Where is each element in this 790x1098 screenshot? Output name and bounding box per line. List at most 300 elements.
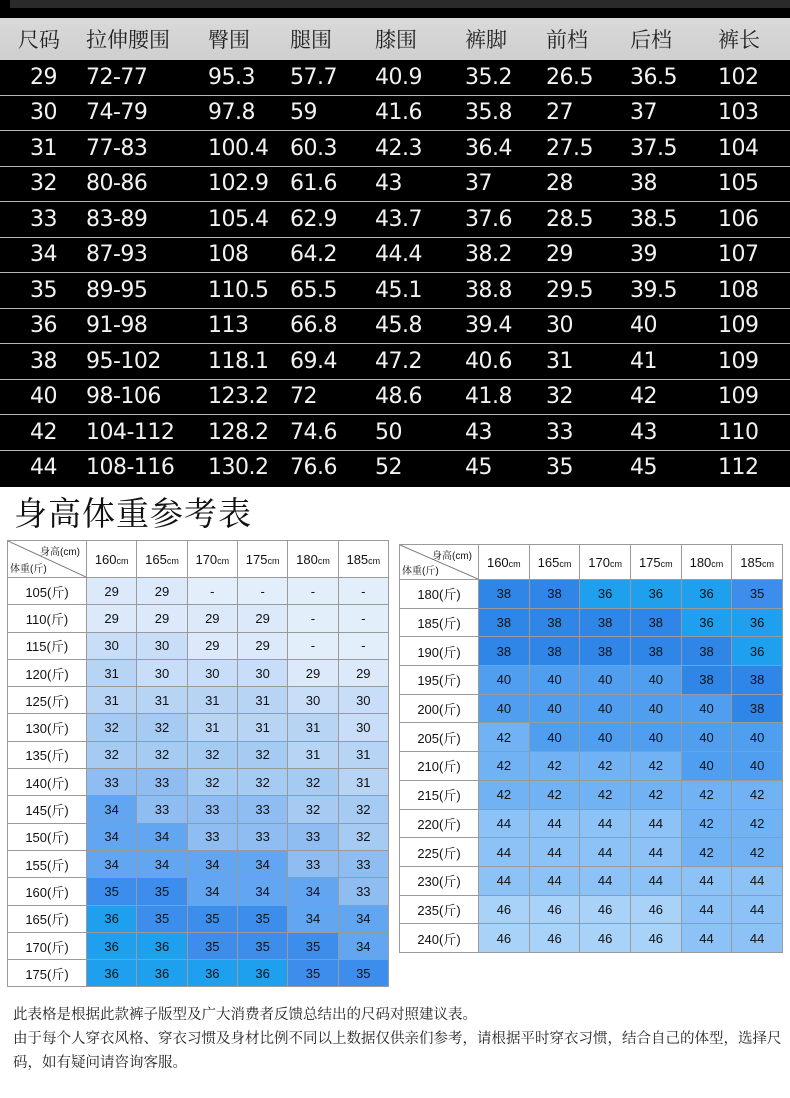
weight-row <box>400 694 783 723</box>
size-recommendation: 44 <box>580 809 631 838</box>
size-value: 40.6 <box>465 344 546 380</box>
size-recommendation: 33 <box>87 769 137 796</box>
size-recommendation: 34 <box>187 850 237 877</box>
size-value: 37 <box>465 166 546 202</box>
size-recommendation: 36 <box>630 580 681 609</box>
size-recommendation: 40 <box>580 694 631 723</box>
weight-row <box>400 608 783 637</box>
height-value: 180 <box>689 554 712 570</box>
size-recommendation: 44 <box>580 838 631 867</box>
size-recommendation: 32 <box>288 796 338 823</box>
size-recommendation: 32 <box>187 769 237 796</box>
size-recommendation: - <box>338 578 388 605</box>
height-header <box>529 545 580 580</box>
size-value: 35 <box>546 455 573 481</box>
height-weight-table-left <box>7 540 389 987</box>
size-value: 57.7 <box>290 60 375 95</box>
size-value: 65.5 <box>290 273 375 309</box>
size-value: 109 <box>718 344 790 380</box>
weight-label: 215(斤) <box>400 780 479 809</box>
height-header <box>681 545 732 580</box>
size-label: 38 <box>0 344 86 380</box>
size-recommendation: 36 <box>187 960 237 987</box>
size-value: 39.5 <box>630 273 718 309</box>
weight-row <box>8 714 389 741</box>
size-recommendation: 38 <box>681 666 732 695</box>
size-value: 45 <box>465 455 492 481</box>
size-recommendation: 40 <box>630 723 681 752</box>
size-recommendation: 40 <box>630 666 681 695</box>
size-recommendation: - <box>338 605 388 632</box>
size-label: 44 <box>30 455 57 481</box>
size-recommendation: 36 <box>681 608 732 637</box>
size-recommendation: 32 <box>137 714 187 741</box>
size-recommendation: 42 <box>732 838 783 867</box>
size-recommendation: - <box>338 632 388 659</box>
size-value: 106 <box>718 202 790 238</box>
size-value: 27 <box>546 95 630 131</box>
size-value: 87-93 <box>86 237 208 273</box>
size-recommendation: - <box>288 632 338 659</box>
size-recommendation: 35 <box>732 580 783 609</box>
size-recommendation: 29 <box>237 605 287 632</box>
size-recommendation: 33 <box>288 823 338 850</box>
weight-label: 240(斤) <box>400 924 479 953</box>
height-value: 160 <box>94 551 117 567</box>
size-recommendation: 29 <box>137 605 187 632</box>
size-recommendation: 44 <box>529 838 580 867</box>
height-unit: cm <box>559 558 572 569</box>
size-value: 91-98 <box>86 308 208 344</box>
size-value: 47.2 <box>375 344 465 380</box>
size-value: 130.2 <box>208 455 269 481</box>
size-recommendation: 42 <box>479 723 530 752</box>
size-recommendation: 32 <box>338 796 388 823</box>
size-value: 109 <box>718 379 790 415</box>
size-recommendation: 31 <box>87 659 137 686</box>
size-recommendation: 38 <box>529 637 580 666</box>
size-value: 72 <box>290 379 375 415</box>
size-value: 128.2 <box>208 415 290 451</box>
weight-row <box>400 809 783 838</box>
weight-row <box>8 687 389 714</box>
size-value: 28.5 <box>546 202 630 238</box>
size-value: 43 <box>465 415 546 451</box>
weight-label: 190(斤) <box>400 637 479 666</box>
weight-label: 170(斤) <box>8 932 87 959</box>
height-unit: cm <box>116 555 129 566</box>
size-value: 108 <box>208 237 290 273</box>
weight-label: 110(斤) <box>8 605 87 632</box>
height-value: 165 <box>537 554 560 570</box>
height-value: 170 <box>195 551 218 567</box>
size-value: 110.5 <box>208 273 290 309</box>
top-bar <box>10 0 790 8</box>
size-recommendation: 46 <box>630 895 681 924</box>
weight-row <box>400 752 783 781</box>
corner-header <box>8 541 87 578</box>
size-value: 36.4 <box>465 131 546 167</box>
size-value: 113 <box>208 308 290 344</box>
hw-header-row <box>8 541 389 578</box>
weight-row <box>400 895 783 924</box>
size-recommendation: 35 <box>338 960 388 987</box>
height-header <box>187 541 237 578</box>
size-recommendation: 38 <box>681 637 732 666</box>
size-recommendation: 40 <box>479 666 530 695</box>
size-value: 102 <box>718 60 790 95</box>
size-header-cell: 臀围 <box>208 18 290 60</box>
size-recommendation: 34 <box>237 850 287 877</box>
size-value: 41 <box>630 344 718 380</box>
weight-row <box>400 838 783 867</box>
size-recommendation: 40 <box>580 666 631 695</box>
hw-header-row <box>400 545 783 580</box>
size-value: 77-83 <box>86 131 208 167</box>
weight-row <box>400 666 783 695</box>
size-value: 95.3 <box>208 60 290 95</box>
size-recommendation: 46 <box>529 895 580 924</box>
size-recommendation: 38 <box>630 608 681 637</box>
size-row <box>0 308 790 344</box>
size-recommendation: 44 <box>681 895 732 924</box>
size-value: 107 <box>718 237 790 273</box>
size-recommendation: 34 <box>87 796 137 823</box>
size-recommendation: 38 <box>732 694 783 723</box>
size-value: 69.4 <box>290 344 375 380</box>
size-recommendation: 40 <box>630 694 681 723</box>
size-recommendation: 40 <box>529 723 580 752</box>
weight-label: 180(斤) <box>400 580 479 609</box>
height-header <box>732 545 783 580</box>
size-recommendation: 40 <box>529 666 580 695</box>
weight-label: 165(斤) <box>8 905 87 932</box>
size-recommendation: - <box>237 578 287 605</box>
size-recommendation: 34 <box>137 850 187 877</box>
size-recommendation: 33 <box>187 796 237 823</box>
size-recommendation: 44 <box>479 838 530 867</box>
size-recommendation: 31 <box>137 687 187 714</box>
size-value: 39 <box>630 237 718 273</box>
size-recommendation: 44 <box>732 924 783 953</box>
size-recommendation: 40 <box>529 694 580 723</box>
size-recommendation: 36 <box>580 580 631 609</box>
size-value: 42 <box>630 379 718 415</box>
height-value: 185 <box>346 551 369 567</box>
size-recommendation: 46 <box>580 924 631 953</box>
size-recommendation: 44 <box>681 924 732 953</box>
height-value: 175 <box>638 554 661 570</box>
size-value: 35.8 <box>465 95 546 131</box>
size-recommendation: 35 <box>237 905 287 932</box>
size-header-cell: 后档 <box>630 18 718 60</box>
size-recommendation: 31 <box>187 714 237 741</box>
height-value: 160 <box>486 554 509 570</box>
size-value: 60.3 <box>290 131 375 167</box>
size-table-header <box>0 18 790 60</box>
size-value: 45.8 <box>375 308 465 344</box>
size-recommendation: 34 <box>288 878 338 905</box>
size-recommendation: 38 <box>529 580 580 609</box>
height-unit: cm <box>267 555 280 566</box>
size-recommendation: 30 <box>338 687 388 714</box>
height-value: 170 <box>588 554 610 570</box>
weight-label: 175(斤) <box>8 960 87 987</box>
size-value: 104 <box>718 131 790 167</box>
size-recommendation: 31 <box>338 769 388 796</box>
size-recommendation: 35 <box>137 878 187 905</box>
size-value: 30 <box>546 308 630 344</box>
size-recommendation: 33 <box>338 850 388 877</box>
size-value: 29 <box>546 237 630 273</box>
weight-label: 210(斤) <box>400 752 479 781</box>
size-value: 45.1 <box>375 273 465 309</box>
size-recommendation: 31 <box>338 741 388 768</box>
size-label: 30 <box>0 95 86 131</box>
size-header-cell: 前档 <box>546 18 630 60</box>
size-row <box>0 344 790 380</box>
size-row <box>0 60 790 95</box>
size-label: 33 <box>0 202 86 238</box>
size-recommendation: 40 <box>732 723 783 752</box>
size-recommendation: 38 <box>580 608 631 637</box>
size-recommendation: 30 <box>137 659 187 686</box>
size-value: 103 <box>718 95 790 131</box>
size-header-cell: 裤长 <box>718 18 790 60</box>
size-value: 28 <box>546 166 630 202</box>
size-recommendation: 31 <box>288 741 338 768</box>
size-value: 43 <box>375 166 465 202</box>
size-label: 35 <box>0 273 86 309</box>
size-recommendation: 32 <box>187 741 237 768</box>
size-recommendation: 36 <box>681 580 732 609</box>
size-row <box>0 450 790 485</box>
weight-row <box>8 769 389 796</box>
height-header <box>580 545 631 580</box>
size-label: 42 <box>0 415 86 451</box>
size-recommendation: 34 <box>237 878 287 905</box>
height-unit: cm <box>508 558 521 569</box>
size-value: 41.6 <box>375 95 465 131</box>
size-value: 29.5 <box>546 273 630 309</box>
size-recommendation: 30 <box>137 632 187 659</box>
size-value: 74-79 <box>86 95 208 131</box>
corner-height-label: 身高(cm) <box>432 551 472 562</box>
size-recommendation: 36 <box>237 960 287 987</box>
size-recommendation: 29 <box>137 578 187 605</box>
weight-row <box>400 580 783 609</box>
size-value: 110 <box>718 415 790 451</box>
size-recommendation: 32 <box>137 741 187 768</box>
reference-title: 身高体重参考表 <box>14 494 252 533</box>
size-recommendation: 33 <box>187 823 237 850</box>
weight-label: 200(斤) <box>400 694 479 723</box>
corner-header <box>400 545 479 580</box>
size-header-cell: 拉伸腰围 <box>86 18 208 60</box>
size-row <box>0 273 790 309</box>
size-recommendation: 30 <box>187 659 237 686</box>
size-recommendation: 36 <box>87 960 137 987</box>
size-row <box>0 95 790 131</box>
size-recommendation: 29 <box>338 659 388 686</box>
size-recommendation: 29 <box>237 632 287 659</box>
size-recommendation: 46 <box>580 895 631 924</box>
size-recommendation: 29 <box>87 578 137 605</box>
size-recommendation: 42 <box>732 780 783 809</box>
size-recommendation: 30 <box>288 687 338 714</box>
weight-label: 125(斤) <box>8 687 87 714</box>
weight-row <box>8 960 389 987</box>
size-recommendation: - <box>288 605 338 632</box>
weight-row <box>400 637 783 666</box>
size-recommendation: 32 <box>237 741 287 768</box>
weight-label: 230(斤) <box>400 866 479 895</box>
size-recommendation: 44 <box>529 809 580 838</box>
size-recommendation: 42 <box>479 752 530 781</box>
weight-label: 225(斤) <box>400 838 479 867</box>
size-value: 27.5 <box>546 131 630 167</box>
size-recommendation: 42 <box>732 809 783 838</box>
size-value: 45 <box>630 455 657 481</box>
height-value: 185 <box>740 554 762 570</box>
height-header <box>237 541 287 578</box>
weight-row <box>8 905 389 932</box>
size-recommendation: 44 <box>580 866 631 895</box>
corner-weight-label: 体重(斤) <box>10 564 47 575</box>
size-value: 36.5 <box>630 60 718 95</box>
weight-label: 135(斤) <box>8 741 87 768</box>
size-recommendation: 35 <box>288 932 338 959</box>
size-recommendation: 31 <box>288 714 338 741</box>
size-value: 42.3 <box>375 131 465 167</box>
weight-label: 205(斤) <box>400 723 479 752</box>
size-value: 33 <box>546 415 630 451</box>
size-value: 38 <box>630 166 718 202</box>
size-value: 31 <box>546 344 630 380</box>
weight-label: 120(斤) <box>8 659 87 686</box>
size-recommendation: 34 <box>288 905 338 932</box>
weight-label: 220(斤) <box>400 809 479 838</box>
weight-row <box>400 723 783 752</box>
size-recommendation: 42 <box>681 809 732 838</box>
size-value: 39.4 <box>465 308 546 344</box>
size-label: 32 <box>0 166 86 202</box>
height-header <box>630 545 681 580</box>
size-recommendation: 46 <box>630 924 681 953</box>
height-unit: cm <box>761 558 774 569</box>
size-recommendation: 33 <box>237 796 287 823</box>
size-recommendation: 33 <box>137 769 187 796</box>
size-value: 72-77 <box>86 60 208 95</box>
weight-label: 185(斤) <box>400 608 479 637</box>
size-recommendation: 44 <box>732 895 783 924</box>
size-recommendation: 34 <box>338 932 388 959</box>
size-recommendation: 44 <box>681 866 732 895</box>
size-value: 89-95 <box>86 273 208 309</box>
weight-label: 160(斤) <box>8 878 87 905</box>
size-value: 43 <box>630 415 718 451</box>
size-recommendation: 42 <box>479 780 530 809</box>
size-value: 37.6 <box>465 202 546 238</box>
size-label: 29 <box>0 60 86 95</box>
size-recommendation: 34 <box>338 905 388 932</box>
size-row <box>0 379 790 415</box>
size-recommendation: 34 <box>87 850 137 877</box>
height-unit: cm <box>368 555 381 566</box>
size-recommendation: 35 <box>137 905 187 932</box>
size-value: 37.5 <box>630 131 718 167</box>
size-row <box>0 131 790 167</box>
weight-row <box>8 878 389 905</box>
size-value: 61.6 <box>290 166 375 202</box>
height-header <box>137 541 187 578</box>
height-value: 165 <box>145 551 167 567</box>
size-recommendation: 29 <box>187 632 237 659</box>
size-recommendation: 31 <box>237 687 287 714</box>
size-recommendation: 36 <box>137 932 187 959</box>
size-recommendation: 31 <box>187 687 237 714</box>
height-value: 180 <box>296 551 318 567</box>
weight-label: 150(斤) <box>8 823 87 850</box>
size-header-cell: 膝围 <box>375 18 465 60</box>
size-value: 104-112 <box>86 415 208 451</box>
size-recommendation: 38 <box>479 637 530 666</box>
size-recommendation: 34 <box>187 878 237 905</box>
size-value: 76.6 <box>290 455 337 481</box>
size-label: 34 <box>0 237 86 273</box>
size-recommendation: 40 <box>580 723 631 752</box>
size-recommendation: 36 <box>732 637 783 666</box>
size-recommendation: 30 <box>338 714 388 741</box>
height-unit: cm <box>166 555 179 566</box>
size-recommendation: 29 <box>87 605 137 632</box>
size-value: 102.9 <box>208 166 290 202</box>
size-value: 40.9 <box>375 60 465 95</box>
size-value: 59 <box>290 95 375 131</box>
size-value: 108 <box>718 273 790 309</box>
size-recommendation: 30 <box>87 632 137 659</box>
weight-row <box>400 924 783 953</box>
weight-row <box>400 780 783 809</box>
size-value: 43.7 <box>375 202 465 238</box>
size-recommendation: 35 <box>288 960 338 987</box>
size-label: 36 <box>0 308 86 344</box>
weight-label: 235(斤) <box>400 895 479 924</box>
size-row <box>0 166 790 202</box>
size-recommendation: 44 <box>732 866 783 895</box>
size-recommendation: 38 <box>630 637 681 666</box>
height-header <box>87 541 137 578</box>
weight-row <box>8 741 389 768</box>
size-value: 32 <box>546 379 630 415</box>
size-value: 66.8 <box>290 308 375 344</box>
size-recommendation: 46 <box>479 895 530 924</box>
size-table <box>0 18 790 485</box>
size-value: 118.1 <box>208 344 290 380</box>
size-recommendation: 40 <box>479 694 530 723</box>
size-recommendation: 46 <box>479 924 530 953</box>
size-value: 64.2 <box>290 237 375 273</box>
size-value: 108-116 <box>86 455 175 481</box>
size-recommendation: 33 <box>137 796 187 823</box>
size-label: 31 <box>0 131 86 167</box>
size-header-cell: 腿围 <box>290 18 375 60</box>
weight-row <box>8 932 389 959</box>
size-recommendation: 44 <box>630 866 681 895</box>
size-value: 109 <box>718 308 790 344</box>
size-recommendation: 33 <box>338 878 388 905</box>
size-recommendation: 42 <box>681 838 732 867</box>
